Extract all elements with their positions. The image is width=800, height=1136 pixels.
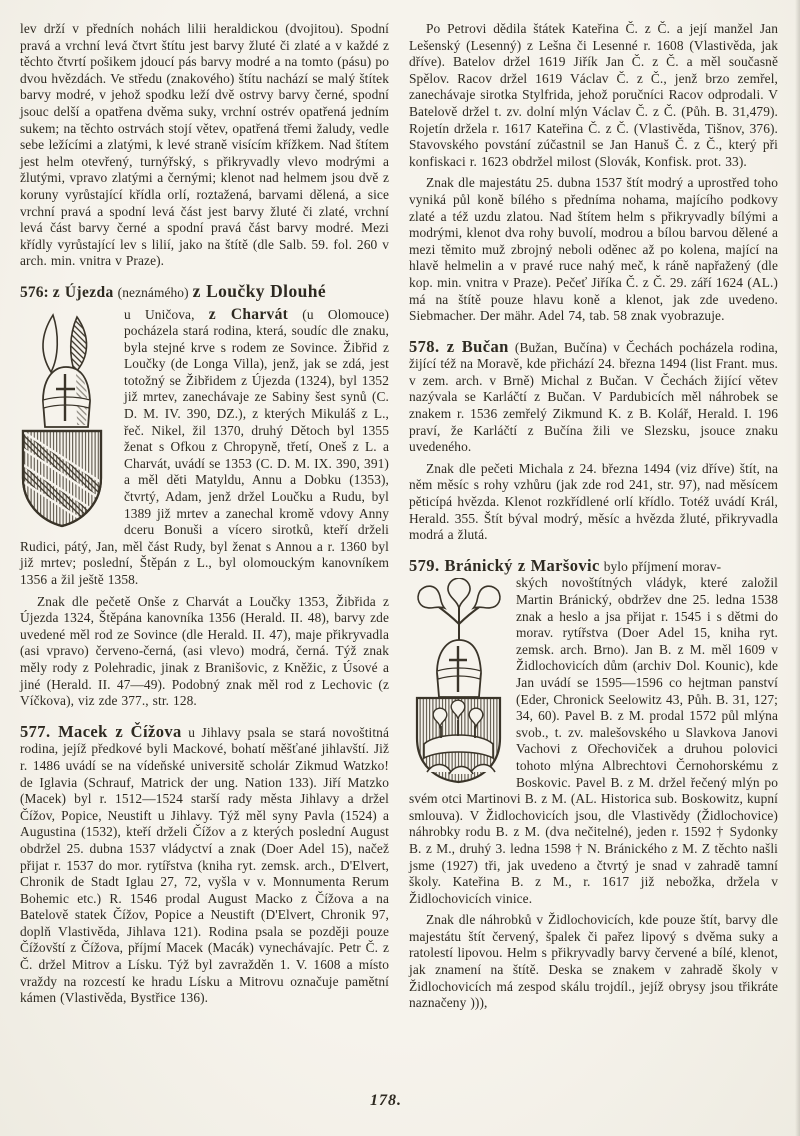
linden-crest-stump-shield-icon — [409, 578, 508, 784]
entry-578-heading: 578. z Bučan — [409, 336, 509, 356]
right-column — [409, 21, 778, 1012]
entry-576-name-paren: (neznámého) — [117, 284, 189, 300]
entry-576-body-bold-name: z Charvát — [208, 305, 289, 323]
entry-577-heading: 577. Macek z Čížova — [20, 721, 182, 741]
entry-579-heading: 579. Bránický z Maršovic — [409, 555, 600, 575]
entry-579-body-text: ských novoštítných vládyk, které založil Martin Bránický, obdržev dne 25. ledna 1538 znak a heslo a jsa přijat r. 1545 i s dětmi do morav. rytířstva (Doer Adel 15, kniha ryt. zemsk. arch. Brno). Jan B. z M. měl 1609 v Židlochovicích dům (archiv Dol. Kounic), kde Jan uvádí se 1595—1596 co hejtman panství (Eder, Chronick Seelowitz 43, Půh. B. 31, 127; 34, 60). Pavel B. z M. prodal 1572 půl mlýna svob., t. zv. malešovského u Slavkova Janovi Vachovi z Ořechoviček a druhou polovici tohoto mlýna Albrechtovi Černohorskému z Boskovic. Pavel B. z M. držel řečený mlýn po svém otci Martinovi B. z M. (AL. Historica sub. Boskowitz, kupní smlouva). V Židlochovicích jsou, dle Vlastivědy (Židlochovice) náhrobky rodu B. z M. (dva nečitelné), jeden r. 1592 † Sydonky B. z M., druhý 3. ledna 1598 † N. Bránického z M. Z těchto našli jsme (1927) tři, jak uvedeno a čtvrtý je snad v zahradě tamní školy. Kateřina B. z M., r. 1617 již nebožka, držela v Židlochovicích vinice. — [409, 575, 778, 906]
entry-579-heading-line — [409, 555, 778, 576]
entry-576-body — [20, 307, 389, 589]
entry-576-body-lead: u Uničova, — [124, 306, 209, 322]
blazon-paragraph-578: Znak dle pečeti Michala z 24. března 1494 (viz dříve) štít, na něm měsíc s rohy vzhůru (jak zde rod 241, str. 97), nad měsícem pěticípá hvězda. Klenot rozkřídlené orlí křídlo. Totéž uvádí Král, Herald. 355. Štít býval modrý, měsíc a hvězda žluté, přikryvadla modrá a žlutá. — [409, 460, 778, 543]
entry-577-continuation-paragraph: Po Petrovi dědila štátek Kateřina Č. z Č. a její manžel Jan Lešenský (Lesenný) z Lešna či Lesenné r. 1608 (Vlastivěda, jak dříve). Batelov držel 1619 Jiřík Jan Č. z Č. a měl současně Spělov. Racov držel 1619 Václav Č. z Č., jenž brzo zemřel, zanechávaje sirotka Stylfrida, jehož poručníci Racov odprodali. V Batelově držel t. zv. dolní mlýn Václav Č. z Č. (Půh. B. 31,479). Rojetín držela r. 1617 Kateřina Č. z Č. (Vlastivěda, Tišnov, 376). Stavovského povstání zúčastnil se Jan Hanuš Č. z Č., který při konfiskaci r. 1623 obdržel milost (Slovák, Konfisk. prot. 33). — [409, 21, 778, 169]
coat-of-arms-579-figure — [409, 578, 508, 784]
entry-576-body-rest: (u Olomouce) pocházela stará rodina, která, soudíc dle znaku, byla stejné krve s rodem ze Sovince. Žibřid z Loučky (de Longa Villa), jenž, jak se zdá, jest totožný se Žibřidem z Újezda (1324), byl 1352 již mrtev, zanechávaje ze Sabiny šest synů (C. D. M. IV. 390, DZ.), z kterých Mikuláš z L., řeč. Nikel, žil 1370, druhý Dětoch byl 1355 ženat s Ofkou z Chropyně, třetí, Oneš z L. a Charvát, uvádí se 1353 (C. D. M. IX. 390, 391) a měl děti Matyldu, Annu a Dobku (1353), čtvrtý, Adam, jenž držel Loučku a Rudu, byl 1389 již mrtev a zanechal kromě vdovy Anny dceru Bonuši a vícero sirotků, kteří drželi Rudici, pátý, Jan, měl část Rudy, byl ženat s Annou a r. 1360 byl již mrtev; poslední, Štěpán z L., byl olomouckým kanovníkem 1356 a žil ještě 1358. — [20, 306, 390, 587]
intro-paragraph: lev drží v předních nohách lilii heraldickou (dvojitou). Spodní pravá a vrchní levá čtvrt štítu jest barvy žluté či zlaté a v každé z těchto čtvrtí pošikem jdoucí pás barvy modré a na tomto (pásu) po dvou hvězdách. Ve středu (znakového) štítu nachází se malý štítek barvy modré, v jehož spodku leží dvě ostrvy barvy černé, spodní jsouc delší a opatřena dvěma suky, vrchní ostrév opatřená jedním sukem; na těchto ostrvách stojí větev, opatřená třemi žaludy, vedle sebe ležícími a zlatými, k levé straně visícím křížkem. Nad štítem jest helm otevřený, turnýřský, s přikryvadly vlevo modrými a žlutými, vpravo zlatými a černými; klenot nad helmem jsou dvě z koruny vyrůstající křídla orlí, roztažená, barvami dělená, a sice vrchní pravá a spodní levá část jest barvy žluté či zlaté, vrchní levá část barvy černé a spodní pravá část barvy modré. Mezi křídly vyrůstající lev s lilií, jako na štítě (dle Salb. 59. fol. 260 v arch. min. vnitra v Praze). — [20, 21, 389, 269]
entry-578-body: (Bužan, Bučína) v Čechách pocházela rodina, žijící též na Moravě, kde přichází 24. března 1494 (list Frant. mus. v zem. arch. v Brně) Michal z Bučan. V Čechách žijící větev nazývala se Karláčtí z Bučan. V Pardubicích měl náhrobek se znakem r. 1536 zemřelý Zikmund K. z B. Kolář, Herald. I. 196 praví, že Karláčtí z Bučína žili ve Slezsku, jsouce znaku uvedeného. — [409, 339, 778, 455]
left-column — [20, 21, 389, 1007]
entry-576-number: 576: — [20, 283, 49, 301]
blazon-paragraph-579: Znak dle náhrobků v Židlochovicích, kde pouze štít, barvy dle majestátu štít červený, špalek či pařez lipový s dvěma suky a ratolestí lipovou. Helm s přikryvadly barvy červené a bílé, klenot, jak znamení na štítě. Deska se znakem v zahradě školy v Židlochovicích má zespod skálu trojdíl., jejíž obrysy jsou třikráte naznačeny ))), — [409, 912, 778, 1011]
entry-576-name-part2: z Loučky Dlouhé — [192, 280, 327, 301]
coat-of-arms-576-figure — [20, 310, 116, 528]
entry-578-paragraph — [409, 336, 778, 456]
helm-horns-bendy-shield-icon — [20, 310, 116, 528]
entry-579-heading-line-rest: bylo příjmení morav- — [599, 558, 722, 574]
entry-579-body — [409, 575, 778, 907]
entry-577-paragraph — [20, 721, 389, 1007]
entry-576-name-part1: z Újezda — [52, 283, 114, 301]
blazon-paragraph-577: Znak dle majestátu 25. dubna 1537 štít modrý a uprostřed toho vyniká půl koně bílého s předníma nohama, majícího podkovy zlaté a též uzdu zlatou. Nad štítem helm s přikryvadly bílými a modrými, klenot dva rohy buvolí, modrou a bílou barvou dělené a mezi těmito muž zbrojný neboli oděnec až po kolena, mající na hlavě helmelin a v pravé ruce nahý meč, k ráně napřažený (dle kop. min. vnitra v Praze). Pečeť Jiříka Č. z Č. 29. září 1624 (AL.) má na štítě pouze hlavu koně a klenot, jak zde uvedeno. Siebmacher. Der mähr. Adel 74, tab. 58 znak vyobrazuje. — [409, 175, 778, 324]
entry-577-body: u Jihlavy psala se stará novoštitná rodina, jejíž předkové byli Mackové, bohatí měšťané jihlavští. Již r. 1486 uvádí se na vídeňské universitě scholár Zikmud Watzko! de Iglavia (Schrauf, Matrick der ung. Nation 133). Jiří Matzko (Macek) byl r. 1512—1524 starší rady města Jihlavy a držel Čížov, Popice, Neustift u Jihlavy. Týž měl syny Pavla (1524) a Augustina (1532), kteří drželi Čížov a z kterých poslední August obdržel 25. dubna 1537 vládyctví a znak (Doer Adel 15), načež přijat r. 1537 do mor. rytířstva (kniha ryt. zemsk. arch., D'Elvert, Chronik de Stadt Iglau 27, 72, vyšla v v. Monnumenta Rerum Bohemic etc.) R. 1546 prodal August Macko z Čížova a na Batelově statek Čížov, Popice a Neustift (D'Elvert, Chronik 97, doplň Vlastivěda, Jihlava 121). Rodina psala se později pouze Čížovští z Čížova, příjmí Macek (Macák) vynechávajíc. Petr Č. z Č. držel Mitrov a Lísku. Týž byl zavražděn 1. V. 1608 a místo vraždy na rozcestí ke hradu Lísku a Mitrovu označuje pamětní kámen (Vlastivěda, Bystřice 136). — [20, 724, 389, 1006]
page-number: 178. — [370, 1092, 402, 1109]
blazon-paragraph-576: Znak dle pečetě Onše z Charvát a Loučky 1353, Žibřida z Újezda 1324, Štěpána kanovníka 1356 (Herald. II. 48), barvy zde uvedené měl rod ze Sovince (dle Herald. II. 47), maje přikryvadla (asi vpravo) červeno-černá, (asi vlevo) modrá, černá. Týž znak měly rody z Polehradic, jinak z Branišovic, z Kněžic, z Úsové a jiné (Herald. II. 47—49). Podobný znak měl rod z Lechovic (z Víčkova), viz zde 377., str. 128. — [20, 593, 389, 709]
entry-576-heading — [20, 280, 389, 302]
